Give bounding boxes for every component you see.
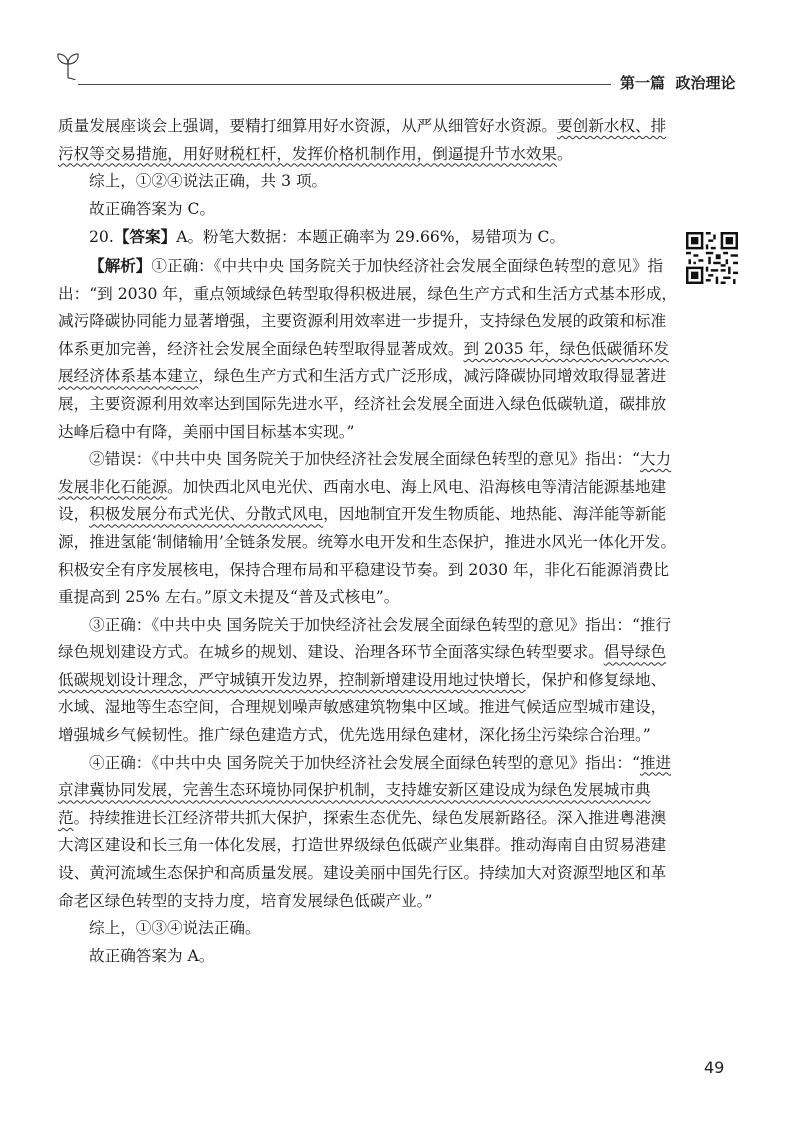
analysis-4-underlined: 推进京津冀协同发展，完善生态环境协同保护机制，支持雄安新区建设成为绿色发展城市典范	[58, 753, 672, 827]
analysis-2-text: ②错误：《中共中央 国务院关于加快经济社会发展全面绿色转型的意见》指出：“	[89, 450, 640, 469]
analysis-3-text-end: ，保护和修复绿地、水域、湿地等生态空间，合理规划噪声敏感建筑物集中区域。推进气候适应型城市建设，增强城乡气候韧性。推广绿色建造方式，优先选用绿色建材，深化扬尘污染综合治理。”	[58, 670, 667, 745]
analysis-1-text: ①正确：《中共中央 国务院关于加快经济社会发展全面绿色转型的意见》指出：“到 2030 年，重点领域绿色转型取得积极进展，绿色生产方式和生活方式基本形成，减污降碳协同能力显著增强，主要资源利用效率进一步提升，支持绿色发展的政策和标准体系更加完善，经济社会发展全面绿色转型取得显著成效。	[58, 256, 677, 358]
analysis-point-3	[58, 612, 680, 750]
analysis-4-text: ④正确：《中共中央 国务院关于加快经济社会发展全面绿色转型的意见》指出：“	[89, 753, 640, 772]
leaf-logo-icon	[52, 50, 84, 80]
analysis-1-text-end: ，绿色生产方式和生活方式广泛形成，减污降碳协同增效取得显著进展，主要资源利用效率达到国际先进水平，经济社会发展全面进入绿色低碳轨道，碳排放达峰后稳中有降，美丽中国目标基本实现。”	[58, 367, 667, 441]
analysis-3-text: ③正确：《中共中央 国务院关于加快经济社会发展全面绿色转型的意见》指出：“推行绿色规划建设方式。在城乡的规划、建设、治理各环节全面落实绿色转型要求。	[58, 615, 672, 662]
answer-19: 故正确答案为 C。	[89, 199, 216, 218]
header-title	[620, 72, 735, 93]
analysis-1-underlined: 到 2035 年，绿色低碳循环发展经济体系基本建立	[58, 339, 669, 386]
analysis-3-underlined: 倡导绿色低碳规划设计理念，严守城镇开发边界，控制新增建设用地过快增长	[58, 643, 667, 689]
header-rule	[78, 84, 611, 85]
page-number: 49	[704, 1058, 725, 1077]
answer-text: A。粉笔大数据：本题正确率为 29.66%，易错项为 C。	[176, 228, 566, 247]
header-chapter: 政治理论	[675, 74, 736, 92]
question-number: 20.	[89, 228, 114, 247]
page-body	[58, 113, 680, 970]
summary-19: 综上，①②④说法正确，共 3 项。	[89, 172, 328, 191]
qr-code-icon[interactable]	[686, 232, 738, 284]
analysis-2-text-end: ，因地制宜开发生物质能、地热能、海洋能等新能源，推进氢能‘制储输用’全链条发展。统筹水电开发和生态保护，推进水风光一体化开发。积极安全有序发展核电，保持合理布局和平稳建设节奏。到 2030 年，非化石能源消费比重提高到 25% 左右。”原文未提及“普及式核电”。	[58, 505, 677, 607]
intro-period: 。	[557, 144, 573, 163]
analysis-4-text-end: 。持续推进长江经济带共抓大保护，探索生态优先、绿色发展新路径。深入推进粤港澳大湾区建设和长三角一体化发展，打造世界级绿色低碳产业集群。推动海南自由贸易港建设、黄河流域生态保护和高质量发展。建设美丽中国先行区。持续加大对资源型地区和革命老区绿色转型的支持力度，培育发展绿色低碳产业。”	[58, 808, 667, 910]
analysis-point-1	[58, 252, 680, 446]
answer-20: 故正确答案为 A。	[89, 946, 215, 965]
header-section: 第一篇	[620, 74, 666, 92]
intro-text: 质量发展座谈会上强调，要精打细算用好水资源，从严从细管好水资源。	[58, 117, 558, 135]
analysis-tag: 【解析】	[89, 255, 152, 275]
paragraph-intro	[58, 113, 680, 168]
intro-underlined-text: 要创新水权、排污权等交易措施，用好财税杠杆，发挥价格机制作用，倒逼提升节水效果	[58, 117, 667, 163]
question-20-answer	[58, 223, 680, 252]
analysis-2-text-mid: 。加快西北风电光伏、西南水电、海上风电、沿海核电等清洁能源基地建设，	[58, 477, 667, 524]
answer-tag: 【答案】	[113, 227, 177, 247]
analysis-2-underlined-2: 积极发展分布式光伏、分散式风电	[89, 505, 324, 524]
analysis-2-underlined-1: 大力发展非化石能源	[58, 450, 672, 496]
analysis-point-4	[58, 750, 680, 916]
summary-20: 综上，①③④说法正确。	[89, 919, 261, 938]
analysis-point-2	[58, 446, 680, 612]
